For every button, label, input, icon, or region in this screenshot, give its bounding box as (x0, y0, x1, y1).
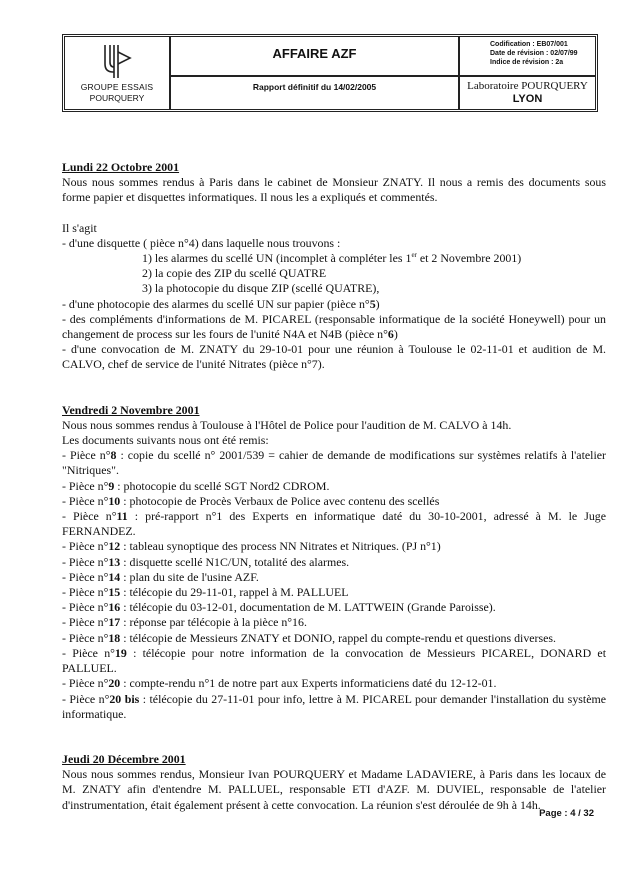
sub-list-item: 2) la copie des ZIP du scellé QUATRE (142, 266, 327, 281)
codification-cell (460, 37, 595, 77)
section-heading-lundi: Lundi 22 Octobre 2001 (62, 160, 180, 174)
laboratoire-cell (460, 77, 595, 109)
list-item: - Pièce n°11 : pré-rapport n°1 des Experts en informatique daté du 30-10-2001, adressé à M. le Juge FERNANDEZ. (62, 509, 607, 539)
logo-text-line2: POURQUERY (89, 93, 145, 103)
groupe-essais-logo-icon (101, 42, 135, 80)
codification: Codification : EB07/001 (490, 41, 568, 48)
date-revision: Date de révision : 02/07/99 (490, 50, 578, 57)
list-item: - Pièce n°10 : photocopie de Procès Verbaux de Police avec contenu des scellés (62, 493, 440, 508)
paragraph: Les documents suivants nous ont été remis: (62, 433, 269, 448)
rapport-date: Rapport définitif du 14/02/2005 (252, 82, 377, 92)
list-item: - Pièce n°20 : compte-rendu n°1 de notre part aux Experts informaticiens daté du 12-12-01. (62, 676, 497, 691)
section-heading-jeudi: Jeudi 20 Décembre 2001 (62, 751, 186, 766)
logo-text-line1: GROUPE ESSAIS (80, 82, 154, 92)
paragraph: Nous nous sommes rendus, Monsieur Ivan POURQUERY et Madame LADAVIERE, à Paris dans les locaux de M. ZNATY afin d'entendre M. PALLUEL, responsable ETI d'AZF. M. DUVIEL, responsable de l'atelier d'instrumentation, était également présent à cette convocation. La réunion s'est déroulée de 9h à 14h. (62, 767, 606, 812)
list-item: - Pièce n°13 : disquette scellé N1C/UN, totalité des alarmes. (62, 554, 350, 569)
sub-list-item: 1) les alarmes du scellé UN (incomplet à compléter les 1er et 2 Novembre 2001) (142, 251, 522, 266)
list-item: - Pièce n°9 : photocopie du scellé SGT Nord2 CDROM. (62, 478, 330, 493)
list-item: - Pièce n°18 : télécopie de Messieurs ZNATY et DONIO, rappel du compte-rendu et questions diverses. (62, 630, 557, 645)
list-item: - d'une convocation de M. ZNATY du 29-10-01 pour une réunion à Toulouse le 02-11-01 et audition de M. CALVO, chef de service de l'unité Nitrates (pièce n°7). (62, 342, 606, 372)
codification-block (490, 40, 578, 67)
title-cell (171, 37, 460, 77)
list-item: - des compléments d'informations de M. PICAREL (responsable informatique de la société Honeywell) pour un changement de process sur les fours de l'unité N4A et N4B (pièce n°6) (62, 311, 606, 342)
paragraph: Nous nous sommes rendus à Paris dans le cabinet de Monsieur ZNATY. Il nous a remis des documents sous forme papier et disquettes informatiques. Il nous les a expliqués et commentés. (62, 175, 606, 205)
paragraph: Nous nous sommes rendus à Toulouse à l'Hôtel de Police pour l'audition de M. CALVO à 14h. (62, 417, 512, 432)
sub-list-item: 3) la photocopie du disque ZIP (scellé QUATRE), (142, 281, 380, 296)
list-item: - d'une photocopie des alarmes du scellé UN sur papier (pièce n°5) (62, 296, 380, 311)
page-number: Page : 4 / 32 (539, 808, 594, 819)
list-item: - Pièce n°19 : télécopie pour notre information de la convocation de Messieurs PICAREL, DONARD et PALLUEL. (62, 645, 606, 676)
laboratoire-city: LYON (512, 93, 543, 105)
list-item: - Pièce n°15 : télécopie du 29-11-01, rappel à M. PALLUEL (62, 585, 349, 600)
list-item: - Pièce n°12 : tableau synoptique des process NN Nitrates et Nitriques. (PJ n°1) (62, 539, 441, 554)
logo-cell (65, 37, 171, 109)
section-heading-vendredi: Vendredi 2 Novembre 2001 (62, 402, 200, 417)
affaire-title: AFFAIRE AZF (272, 46, 357, 61)
list-item: - Pièce n°14 : plan du site de l'usine AZF. (62, 569, 259, 584)
document-body (62, 160, 606, 813)
laboratoire-name: Laboratoire POURQUERY (467, 80, 588, 92)
piece-list (62, 448, 606, 722)
list-item: - Pièce n°8 : copie du scellé n° 2001/539 = cahier de demande de modifications sur systèmes relatifs à l'atelier "Nitriques". (62, 448, 607, 478)
list-item: - Pièce n°17 : réponse par télécopie à la pièce n°16. (62, 615, 307, 630)
list-item: - Pièce n°20 bis : télécopie du 27-11-01 pour info, lettre à M. PICAREL pour demander l'installation du système informatique. (62, 691, 606, 721)
list-item: - Pièce n°16 : télécopie du 03-12-01, documentation de M. LATTWEIN (Grande Paroisse). (62, 600, 496, 615)
list-item: - d'une disquette ( pièce n°4) dans laquelle nous trouvons : (62, 235, 341, 250)
rapport-cell (171, 77, 460, 109)
indice-revision: Indice de révision : 2a (490, 59, 564, 66)
paragraph: Il s'agit (62, 220, 97, 235)
document-header (62, 34, 598, 112)
